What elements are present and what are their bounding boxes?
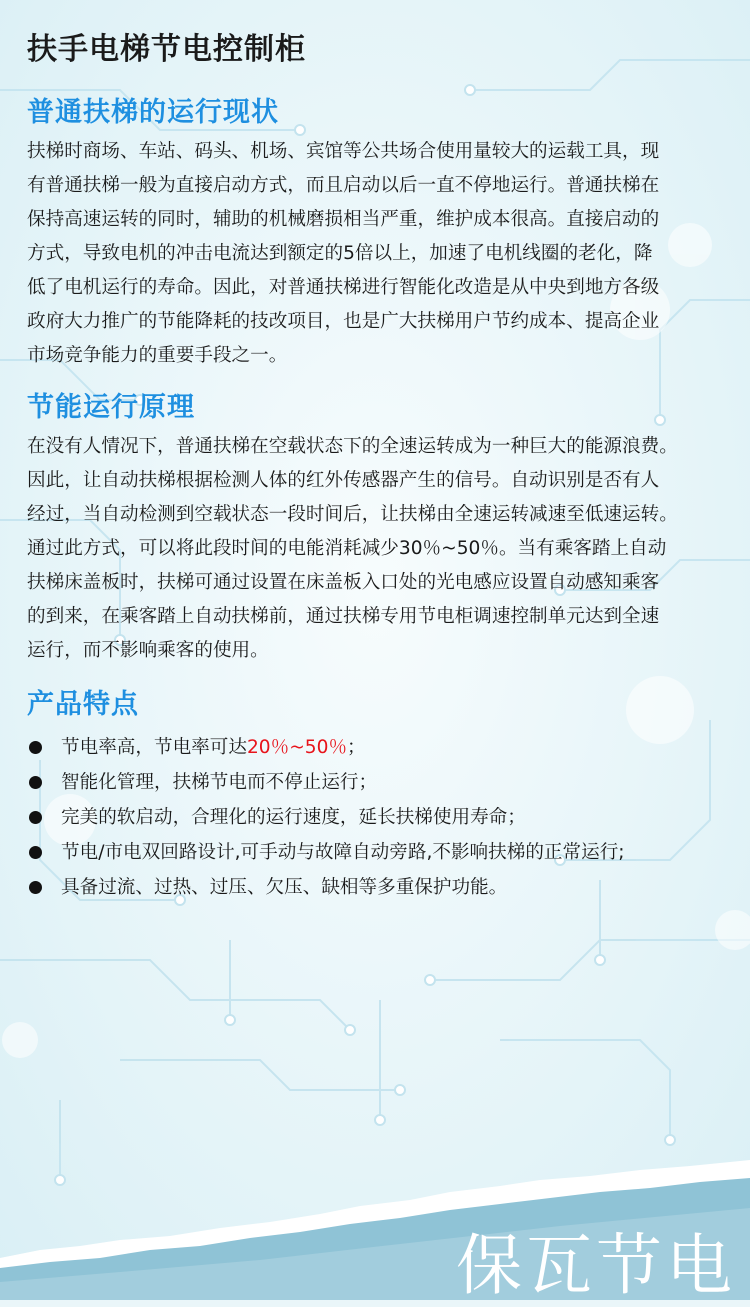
feature-item [27,835,727,870]
bullet-icon [29,741,42,754]
section-title-features: 产品特点 [27,689,139,720]
feature-list [27,730,727,905]
feature-text [61,730,366,765]
section-title-status: 普通扶梯的运行现状 [27,97,279,128]
section-title-principle: 节能运行原理 [27,392,195,423]
section-paragraph-status [27,135,727,373]
paragraph-line: 方式，导致电机的冲击电流达到额定的5倍以上，加速了电机线圈的老化，降 [27,243,653,264]
feature-label: 节电率高，节电率可达 [61,737,247,758]
paragraph-line: 的到来，在乘客踏上自动扶梯前，通过扶梯专用节电柜调速控制单元达到全速 [27,606,660,627]
bullet-icon [29,811,42,824]
paragraph-line: 通过此方式，可以将此段时间的电能消耗减少30％~50％。当有乘客踏上自动 [27,538,667,559]
feature-item [27,870,727,905]
paragraph-line: 经过，当自动检测到空载状态一段时间后，让扶梯由全速运转减速至低速运转。 [27,504,678,525]
feature-item [27,800,727,835]
paragraph-line: 在没有人情况下，普通扶梯在空载状态下的全速运转成为一种巨大的能源浪费。 [27,436,678,457]
paragraph-line: 政府大力推广的节能降耗的技改项目，也是广大扶梯用户节约成本、提高企业 [27,311,660,332]
feature-text: 智能化管理，扶梯节电而不停止运行； [61,772,378,793]
feature-text: 完美的软启动，合理化的运行速度，延长扶梯使用寿命； [61,807,526,828]
feature-highlight: 20％~50％ [246,737,348,758]
paragraph-line: 运行，而不影响乘客的使用。 [27,640,269,661]
page-title: 扶手电梯节电控制柜 [27,32,306,67]
paragraph-line: 市场竞争能力的重要手段之一。 [27,345,288,366]
paragraph-line: 因此，让自动扶梯根据检测人体的红外传感器产生的信号。自动识别是否有人 [27,470,660,491]
feature-item [27,730,727,765]
bullet-icon [29,846,42,859]
bullet-icon [29,881,42,894]
feature-text: 具备过流、过热、过压、欠压、缺相等多重保护功能。 [61,877,508,898]
brand-wordmark: 保瓦节电 [456,1227,736,1304]
paragraph-line: 保持高速运转的同时，辅助的机械磨损相当严重，维护成本很高。直接启动的 [27,209,660,230]
feature-item [27,765,727,800]
bullet-icon [29,776,42,789]
feature-text: 节电/市电双回路设计,可手动与故障自动旁路,不影响扶梯的正常运行; [61,842,625,863]
section-paragraph-principle [27,430,727,668]
paragraph-line: 扶梯床盖板时，扶梯可通过设置在床盖板入口处的光电感应设置自动感知乘客 [27,572,660,593]
paragraph-line: 扶梯时商场、车站、码头、机场、宾馆等公共场合使用量较大的运载工具，现 [27,141,660,162]
paragraph-line: 有普通扶梯一般为直接启动方式，而且启动以后一直不停地运行。普通扶梯在 [27,175,660,196]
feature-suffix: ； [347,737,366,758]
paragraph-line: 低了电机运行的寿命。因此，对普通扶梯进行智能化改造是从中央到地方各级 [27,277,660,298]
